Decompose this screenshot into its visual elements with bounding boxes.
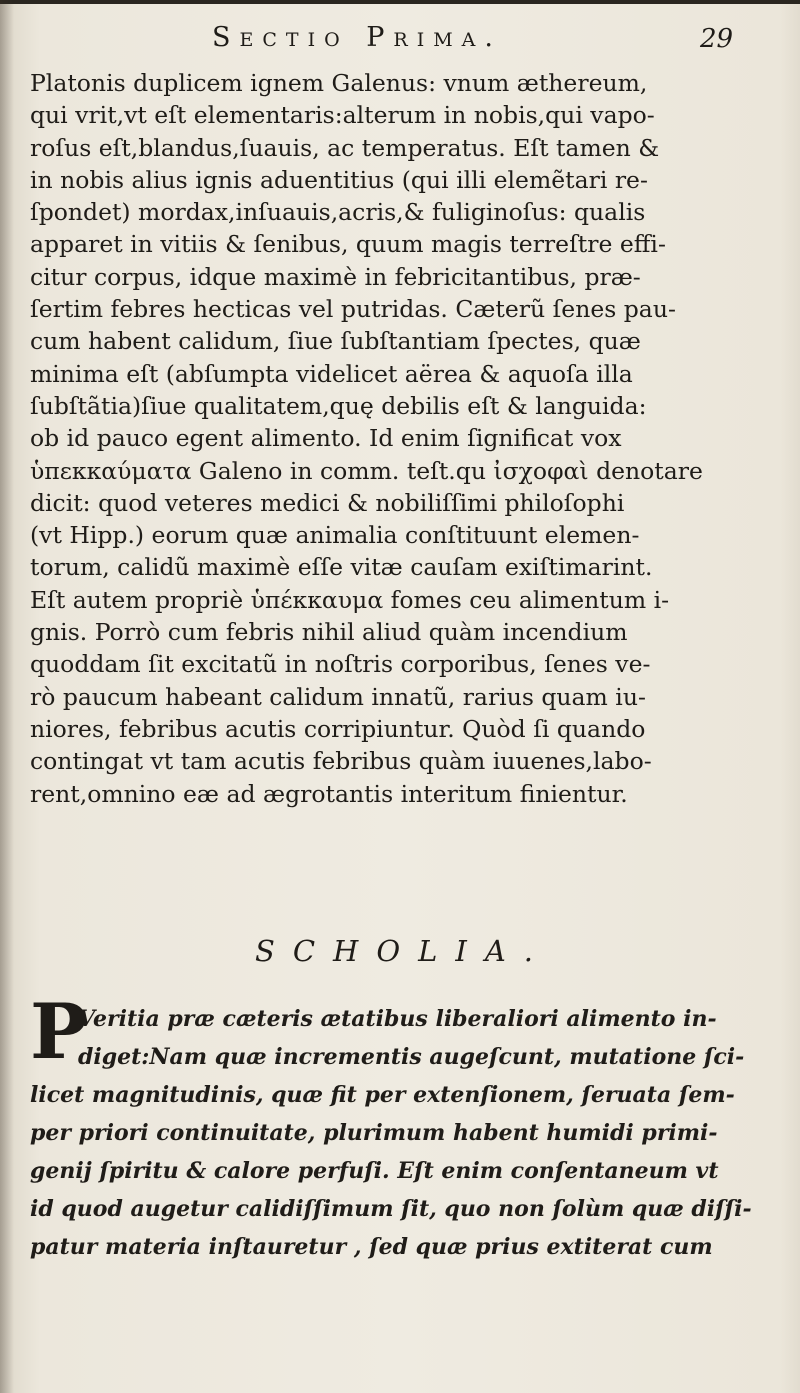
text-line: quoddam ſit excitatũ in noſtris corporibus, ſenes ve- bbox=[30, 650, 651, 679]
text-line: Platonis duplicem ignem Galenus: vnum æthereum, bbox=[30, 69, 648, 97]
running-head: Sectio Prima. bbox=[212, 22, 502, 53]
text-line: gnis. Porrò cum febris nihil aliud quàm incendium bbox=[30, 618, 628, 647]
scholia-line: id quod augetur calidiſſimum ſit, quo non ſolùm quæ diſſi- bbox=[30, 1196, 752, 1222]
text-line: ſertim febres hecticas vel putridas. Cæterũ ſenes pau- bbox=[30, 295, 676, 324]
text-line: minima eſt (abſumpta videlicet aërea & aquoſa illa bbox=[30, 359, 633, 388]
text-line: (vt Hipp.) eorum quæ animalia conſtituunt elemen- bbox=[30, 521, 640, 550]
text-line: apparet in vitiis & ſenibus, quum magis terreſtre effi- bbox=[30, 230, 666, 259]
text-line: in nobis alius ignis aduentitius (qui illi elemẽtari re- bbox=[30, 165, 648, 194]
text-line: torum, calidũ maximè eſſe vitæ cauſam exiſtimarint. bbox=[30, 553, 653, 582]
text-line: ſpondet) mordax,inſuauis,acris,& fuliginoſus: qualis bbox=[30, 198, 646, 227]
scholia-line: per priori continuitate, plurimum habent humidi primi- bbox=[30, 1120, 718, 1146]
drop-cap-initial: P bbox=[30, 987, 88, 1076]
scholia-text-block bbox=[30, 1000, 790, 1266]
scholia-line: Veritia præ cæteris ætatibus liberaliori alimento in- bbox=[78, 1006, 717, 1032]
text-line: ὑπεκκαύματα Galeno in comm. teſt.qu ἰσχοφαὶ denotare bbox=[30, 456, 703, 485]
text-line: qui vrit,vt eſt elementaris:alterum in nobis,qui vapo- bbox=[30, 101, 655, 130]
text-line: roſus eſt,blandus,ſuauis, ac temperatus. Eſt tamen & bbox=[30, 133, 660, 162]
text-line: contingat vt tam acutis febribus quàm iuuenes,labo- bbox=[30, 747, 652, 776]
page-number: 29 bbox=[700, 24, 734, 54]
main-text-block bbox=[30, 67, 790, 810]
scholia-heading: SCHOLIA. bbox=[255, 934, 551, 968]
text-line: rò paucum habeant calidum innatũ, rarius quam iu- bbox=[30, 682, 646, 711]
text-line: ob id pauco egent alimento. Id enim ſignificat vox bbox=[30, 424, 622, 453]
text-line: Eſt autem propriè ὑπέκκαυμα fomes ceu alimentum i- bbox=[30, 585, 670, 614]
binding-gutter-shadow bbox=[0, 0, 14, 1393]
page-header bbox=[0, 22, 800, 62]
page-top-edge bbox=[0, 0, 800, 4]
text-line: niores, febribus acutis corripiuntur. Quòd ſi quando bbox=[30, 714, 646, 743]
text-line: citur corpus, idque maximè in febricitantibus, præ- bbox=[30, 262, 641, 291]
text-line: rent,omnino eæ ad ægrotantis interitum finientur. bbox=[30, 779, 628, 808]
text-line: ſubſtãtia)ſiue qualitatem,quę debilis eſt & languida: bbox=[30, 391, 647, 420]
scholia-line: patur materia inſtauretur , ſed quæ prius extiterat cum bbox=[30, 1234, 713, 1260]
text-line: cum habent calidum, ſiue ſubſtantiam ſpectes, quæ bbox=[30, 327, 641, 356]
scholia-line: diget:Nam quæ incrementis augeſcunt, mutatione ſci- bbox=[78, 1044, 745, 1070]
scholia-line: licet magnitudinis, quæ fit per extenſionem, ſeruata ſem- bbox=[30, 1082, 735, 1108]
scholia-line: genij ſpiritu & calore perfuſi. Eſt enim conſentaneum vt bbox=[30, 1158, 719, 1184]
text-line: dicit: quod veteres medici & nobiliſſimi philoſophi bbox=[30, 488, 625, 517]
